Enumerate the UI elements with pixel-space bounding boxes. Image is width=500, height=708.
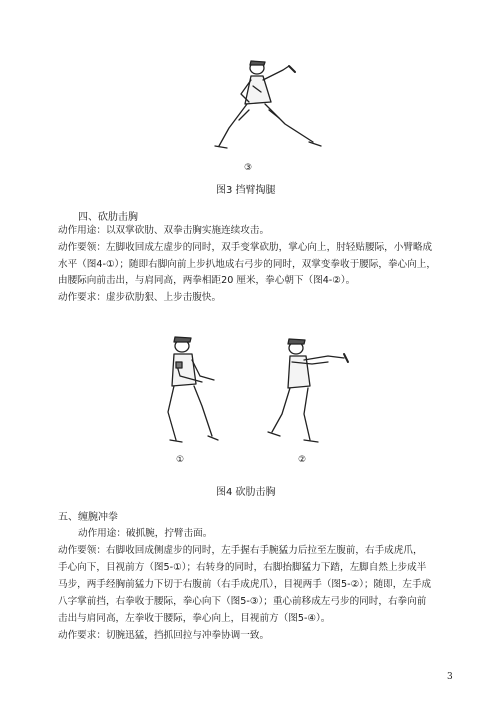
section5-heading: 五、缠腕冲拳 bbox=[58, 512, 118, 523]
section5-line-6: 击出与肩同高，左拳收于腰际，拳心向上，目视前方（图5-④）。 bbox=[58, 613, 331, 624]
figure3-illustration bbox=[205, 58, 345, 158]
section4-heading: 四、砍肋击胸 bbox=[78, 212, 138, 223]
section5-line-1: 动作用途：破抓腕，拧臂击面。 bbox=[78, 528, 213, 539]
section5-line-2: 动作要领：右脚收回成侧虚步的同时，左手握右手腕猛力后拉至左腹前，右手成虎爪， bbox=[58, 545, 423, 556]
section5-line-4: 马步，两手经胸前猛力下切于右腹前（右手成虎爪），目视两手（图5-②）；随即，左手成 bbox=[58, 579, 432, 590]
section4-line-4: 由腰际向前击出，与肩同高，两拳相距20 厘米，拳心朝下（图4-②）。 bbox=[58, 275, 356, 286]
section4-line-1: 动作用途：以双掌砍肋、双拳击胸实施连续攻击。 bbox=[58, 225, 270, 236]
section4-line-5: 动作要求：虚步砍肋狠、上步击腹快。 bbox=[58, 292, 222, 303]
figure4-illustration-2 bbox=[268, 336, 368, 451]
figure3-number-label: ③ bbox=[244, 163, 253, 173]
page-number: 3 bbox=[447, 672, 453, 682]
figure3-caption: 图3 挡臂掏腿 bbox=[216, 185, 276, 196]
figure4-caption: 图4 砍肋击胸 bbox=[216, 487, 276, 498]
figure4-label-2: ② bbox=[298, 455, 307, 465]
section4-line-3: 水平（图4-①）；随即右脚向前上步扒地成右弓步的同时，双掌变拳收于腰际，拳心向上， bbox=[58, 259, 436, 270]
figure4-label-1: ① bbox=[176, 455, 185, 465]
section5-line-5: 八字掌前挡，右拳收于腰际，拳心向下（图5-③）；重心前移成左弓步的同时，右拳向前 bbox=[58, 596, 427, 607]
section4-line-2: 动作要领：左脚收回成左虚步的同时，双手变掌砍肋，掌心向上，肘轻贴腰际，小臂略成 bbox=[58, 242, 433, 253]
section5-line-7: 动作要求：切腕迅猛，挡抓回拉与冲拳协调一致。 bbox=[58, 630, 270, 641]
section5-line-3: 手心向下，目视前方（图5-①）；右转身的同时，右脚抬脚猛力下踏，左脚自然上步成半 bbox=[58, 562, 427, 573]
figure4-illustration-1 bbox=[150, 336, 240, 451]
